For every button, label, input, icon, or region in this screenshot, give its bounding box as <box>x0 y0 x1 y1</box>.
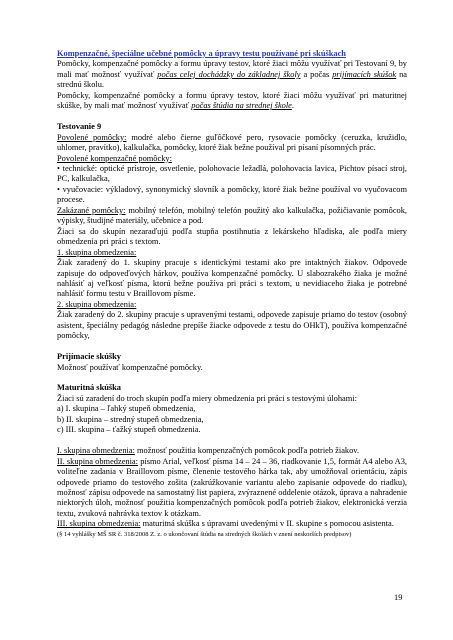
allowed-aids-text: modré alebo čierne guľôčkové pero, rysovacie pomôcky (ceruzka, kružidlo, uhlomer, pravítko), kalkulačka, pomôcky, ktoré žiak bežne používal pri písaní písomných prác. <box>57 132 407 153</box>
matura-group1 <box>57 446 407 456</box>
section-heading-t9: Testovanie 9 <box>57 122 102 132</box>
matura-group2-label: II. skupina obmedzenia: <box>57 456 138 466</box>
forbidden-aids-text: mobilný telefón, mobilný telefón použitý ako kalkulačka, požičiavanie pomôcok, výpisky, študijné materiály, učebnice a pod. <box>57 205 408 226</box>
spacer <box>57 112 407 122</box>
spacer <box>57 373 407 383</box>
section-heading-admission: Prijímacie skúšky <box>57 352 121 362</box>
group2-text: Žiak zaradený do 2. skupiny pracuje s upravenými testami, odpovede zapisuje priamo do testov (osobný asistent, špeciálny pedagóg následne prepíše žiacke odpovede z testu do OHkT), používa kompenzačné pomôcky, <box>57 310 407 341</box>
matura-group2 <box>57 457 407 520</box>
intro-paragraph-ss <box>57 91 407 112</box>
intro-paragraph-zs <box>57 59 407 90</box>
compensatory-aids-label: Povolené kompenzačné pomôcky: <box>57 153 172 163</box>
intro-text: Pomôcky, kompenzačné pomôcky a formu úpravy testov, ktoré žiaci môžu využívať pri maturitnej skúške, by mali mať možnosť využívať <box>57 90 407 111</box>
admission-text: Možnosť používať kompenzačné pomôcky. <box>57 362 203 372</box>
matura-list-item: a) I. skupina – ľahký stupeň obmedzenia, <box>57 404 196 414</box>
forbidden-aids-label: Zakázané pomôcky: <box>57 205 126 215</box>
matura-group3 <box>57 519 407 529</box>
group1-label: 1. skupina obmedzenia: <box>57 247 137 257</box>
matura-group3-text: maturitná skúška s úpravami uvedenými v II. skupine s pomocou asistenta. <box>140 519 394 529</box>
legal-footnote: (§ 14 vyhlášky MŠ SR č. 318/2008 Z. z. o ukončovaní štúdia na stredných školách v znení neskorších predpisov) <box>57 530 352 538</box>
spacer <box>57 342 407 352</box>
matura-group3-label: III. skupina obmedzenia: <box>57 519 141 529</box>
intro-text: na strednú školu. <box>57 69 408 90</box>
intro-text: Pomôcky, kompenzačné pomôcky a formu úpravy testov, ktoré žiaci môžu využívať pri Testovaní 9, by mali mať možnosť využívať <box>57 59 407 79</box>
matura-group2-text: písmo Arial, veľkosť písma 14 – 24 – 36, riadkovanie 1,5, formát A4 alebo A3, voliteľne zadania v Braillovom písme, členenie testového hárka tak, aby umožňoval orientáciu, zápis odpovede priamo do testového zošita (zakrúžkovanie variantu alebo zapisanie odpovede do riadku), možnosť zápisu odpovede na samostatný list papiera, zvýraznené oddelenie otázok, úprava a nahradenie niektorých úloh, možnosť použitia kompenzačných pomôcok podľa potrieb žiakov, elektronická verzia textu, zvuková nahrávka textov k otázkam. <box>57 456 407 518</box>
matura-list-item: c) III. skupina – ťažký stupeň obmedzenia. <box>57 425 201 435</box>
page-content <box>57 49 407 539</box>
groups-intro: Žiaci sa do skupín nezaraďujú podľa stupňa postihnutia z lekárskeho hľadiska, ale podľa miery obmedzenia pri práci s textom. <box>57 226 407 247</box>
allowed-aids-label: Povolené pomôcky: <box>57 132 127 142</box>
emphasis-text: prijímacích skúšok <box>332 69 397 79</box>
emphasis-text: počas štúdia na strednej škole <box>191 101 292 111</box>
forbidden-aids <box>57 206 407 227</box>
technical-aids-item: • technické: optické prístroje, osvetlenie, polohovacie ležadlá, polohovacia lavica, Pichtov písací stroj, PC, kalkulačka, <box>57 163 407 184</box>
group1-text: Žiak zaradený do 1. skupiny pracuje s identickými testami ako pre intaktných žiakov. Odpovede zapisuje do odpoveďových hárkov, používa kompenzačné pomôcky. U slabozrakého žiaka je možné nahlásiť aj veľkosť písma, ktorú bežne používa pri práci s textom, u nevidiaceho žiaka je potrebné nahlásiť formu testu v Braillovom písme. <box>57 258 407 299</box>
matura-intro: Žiaci sú zaradení do troch skupín podľa miery obmedzenia pri práci s testovými úlohami: <box>57 393 357 403</box>
emphasis-text: počas celej dochádzky do základnej školy <box>157 69 301 79</box>
intro-text: a počas <box>300 69 333 79</box>
matura-group1-text: možnosť použitia kompenzačných pomôcok podľa potrieb žiakov. <box>134 446 360 456</box>
section-heading-matura: Maturitná skúška <box>57 383 121 393</box>
spacer <box>57 436 407 446</box>
matura-list-item: b) II. skupina – stredný stupeň obmedzenia, <box>57 414 204 424</box>
page-title: Kompenzačné, špeciálne učebné pomôcky a úpravy testu používané pri skúškach <box>57 49 346 58</box>
page-number: 19 <box>394 593 403 602</box>
group2-label: 2. skupina obmedzenia: <box>57 299 137 309</box>
educational-aids-item: • vyučovacie: výkladový, synonymický slovník a pomôcky, ktoré žiak bežne používal vo vyučovacom procese. <box>57 184 407 205</box>
allowed-aids <box>57 133 407 154</box>
intro-text: . <box>291 101 294 111</box>
matura-group1-label: I. skupina obmedzenia: <box>57 446 135 456</box>
